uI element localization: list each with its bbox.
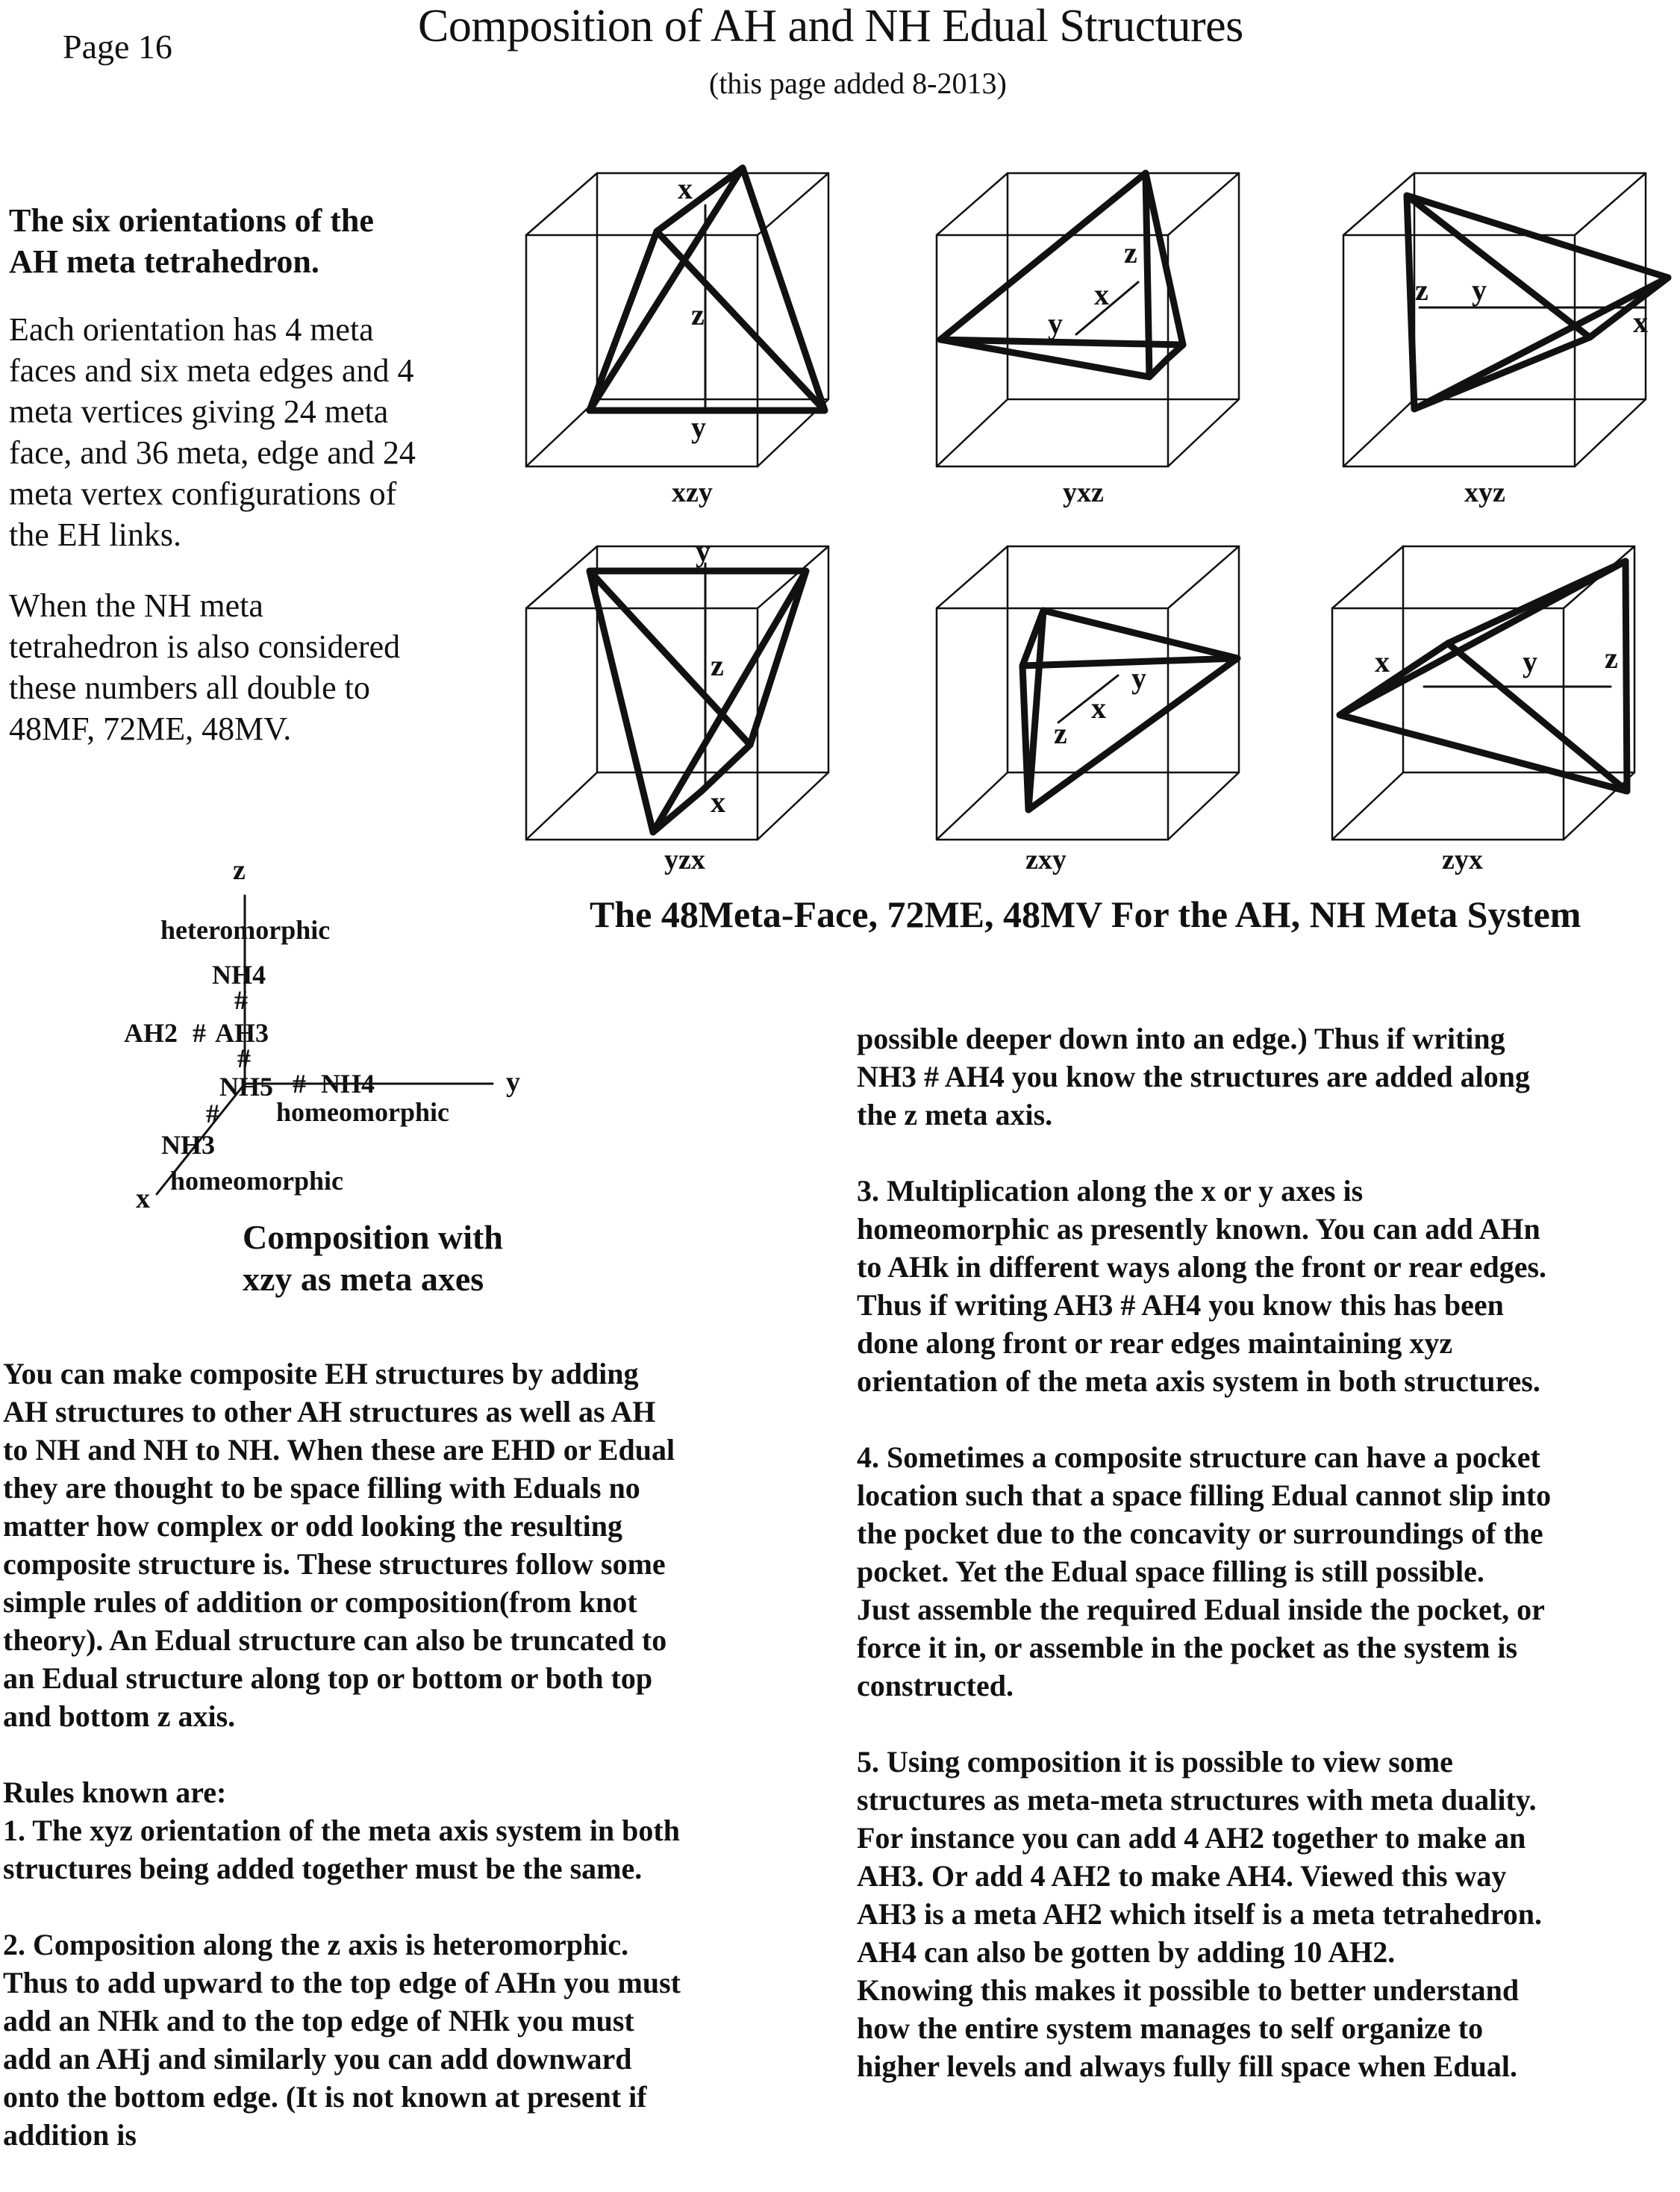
caption-zxy: zxy (1025, 844, 1067, 875)
rule-4: 4. Sometimes a composite structure can have a pocket location such that a space filling Edual cannot slip into the pocket due to the concavity or surroundings of the pocket. Yet the Edual space filling is still possible. Just assemble the required Edual inside the pocket, or force it in, or assemble in the pocket as the system is constructed. (857, 1440, 1552, 1702)
body-paragraph-1: You can make composite EH structures by adding AH structures to other AH structures as well as AH to NH and NH to NH. When these are EHD or Edual they are thought to be space filling with Eduals no matter how complex or odd looking the resulting composite structure is. These structures follow some simple rules of addition or composition(from knot theory). An Edual structure can also be truncated to an Edual structure along top or bottom or both top and bottom z axis. (3, 1357, 675, 1733)
cube-zxy-label-y: y (1131, 661, 1146, 695)
page-subtitle: (this page added 8-2013) (709, 66, 1007, 100)
intro-paragraph-2: When the NH meta tetrahedron is also considered these numbers all double to 48MF, 72ME, 48MV. (9, 587, 401, 747)
caption-yxz: yxz (1063, 477, 1104, 508)
caption-yzx: yzx (664, 844, 705, 875)
nh3-label: NH3 (161, 1130, 215, 1160)
caption-xyz: xyz (1464, 477, 1505, 508)
axis-z-label: z (233, 855, 246, 886)
cube-xyz-label-x: x (1633, 305, 1648, 339)
cube-zyx-label-y: y (1523, 645, 1537, 678)
page-title: Composition of AH and NH Edual Structures (418, 1, 1243, 51)
cube-yxz (937, 173, 1239, 466)
cube-xyz-label-y: y (1472, 273, 1487, 307)
nh4-top-label: NH4 (212, 960, 266, 990)
hash-2: # (193, 1018, 206, 1048)
caption-zyx: zyx (1442, 844, 1483, 875)
rules-heading: Rules known are: (3, 1776, 227, 1809)
rule-3: 3. Multiplication along the x or y axes is homeomorphic as presently known. You can add AHn to AHk in different ways along the front or rear edges. Thus if writing AH3 # AH4 you know this has been done along front or rear edges maintaining xyz orientation of the meta axis system in both structures. (857, 1174, 1547, 1398)
cube-xyz (1343, 173, 1668, 466)
cube-xzy-label-y: y (691, 410, 706, 444)
cube-xzy-label-x: x (678, 172, 693, 205)
cube-xzy (526, 168, 828, 466)
ah3-label: AH3 (215, 1018, 269, 1048)
cube-yxz-label-z: z (1124, 236, 1137, 269)
cube-yxz-label-y: y (1048, 307, 1063, 340)
cube-zyx (1332, 546, 1634, 840)
intro-paragraph-1: Each orientation has 4 meta faces and six meta edges and 4 meta vertices giving 24 meta face, and 36 meta, edge and 24 meta vertex configurations of the EH links. (9, 311, 416, 553)
hash-4: # (293, 1069, 306, 1099)
cube-zyx-label-z: z (1605, 641, 1618, 675)
cube-yzx-label-y: y (696, 534, 711, 568)
cube-xyz-label-z: z (1415, 273, 1428, 307)
rule-5: 5. Using composition it is possible to view some structures as meta-meta structures with meta duality. For instance you can add 4 AH2 together to make an AH3. Or add 4 AH2 to make AH4. Viewed this way AH3 is a meta AH2 which itself is a meta tetrahedron. AH4 can also be gotten by adding 10 AH2. Knowing this makes it possible to better understand how the entire system manages to self organize to higher levels and always fully fill space when Edual. (857, 1745, 1543, 2083)
hash-3: # (237, 1043, 251, 1073)
homeomorphic-y-label: homeomorphic (276, 1097, 449, 1127)
cube-yzx-label-z: z (711, 649, 724, 682)
cube-zxy-label-x: x (1091, 691, 1106, 725)
cube-yzx-label-x: x (711, 785, 725, 819)
body-right-column (857, 1020, 1678, 2123)
rule-2: 2. Composition along the z axis is heteromorphic. Thus to add upward to the top edge of AHn you must add an NHk and to the top edge of NHk you must add an AHj and similarly you can add downward onto the bottom edge. (It is not known at present if addition is (3, 1928, 681, 2152)
cube-yzx (526, 534, 828, 840)
caption-xzy: xzy (672, 477, 713, 508)
cube-zxy (937, 546, 1239, 840)
page-number: Page 16 (63, 28, 172, 66)
cube-zxy-label-z: z (1054, 716, 1067, 750)
intro-heading: The six orientations of the AH meta tetrahedron. (9, 202, 374, 280)
axis-y-label: y (506, 1067, 520, 1098)
cube-yxz-label-x: x (1094, 278, 1109, 311)
cube-xzy-label-z: z (691, 298, 705, 331)
nh5-label: NH5 (219, 1072, 273, 1102)
hash-1: # (234, 985, 248, 1015)
axes-diagram (124, 855, 520, 1214)
body-left-column (3, 1355, 794, 2192)
homeomorphic-x-label: homeomorphic (170, 1166, 343, 1196)
hash-5: # (206, 1099, 219, 1128)
ah2-label: AH2 (124, 1018, 178, 1048)
rule-1: 1. The xyz orientation of the meta axis system in both structures being added together must be the same. (3, 1814, 680, 1885)
rule-2-continued: possible deeper down into an edge.) Thus if writing NH3 # AH4 you know the structures are added along the z meta axis. (857, 1022, 1530, 1131)
axis-x-label: x (136, 1183, 150, 1214)
cube-zyx-label-x: x (1375, 645, 1390, 678)
nh4-right-label: NH4 (321, 1069, 375, 1099)
heteromorphic-label: heteromorphic (160, 915, 331, 945)
intro-text (9, 200, 487, 779)
system-caption: The 48Meta-Face, 72ME, 48MV For the AH, NH Meta System (590, 893, 1581, 935)
composition-caption: Composition with xzy as meta axes (243, 1218, 503, 1298)
